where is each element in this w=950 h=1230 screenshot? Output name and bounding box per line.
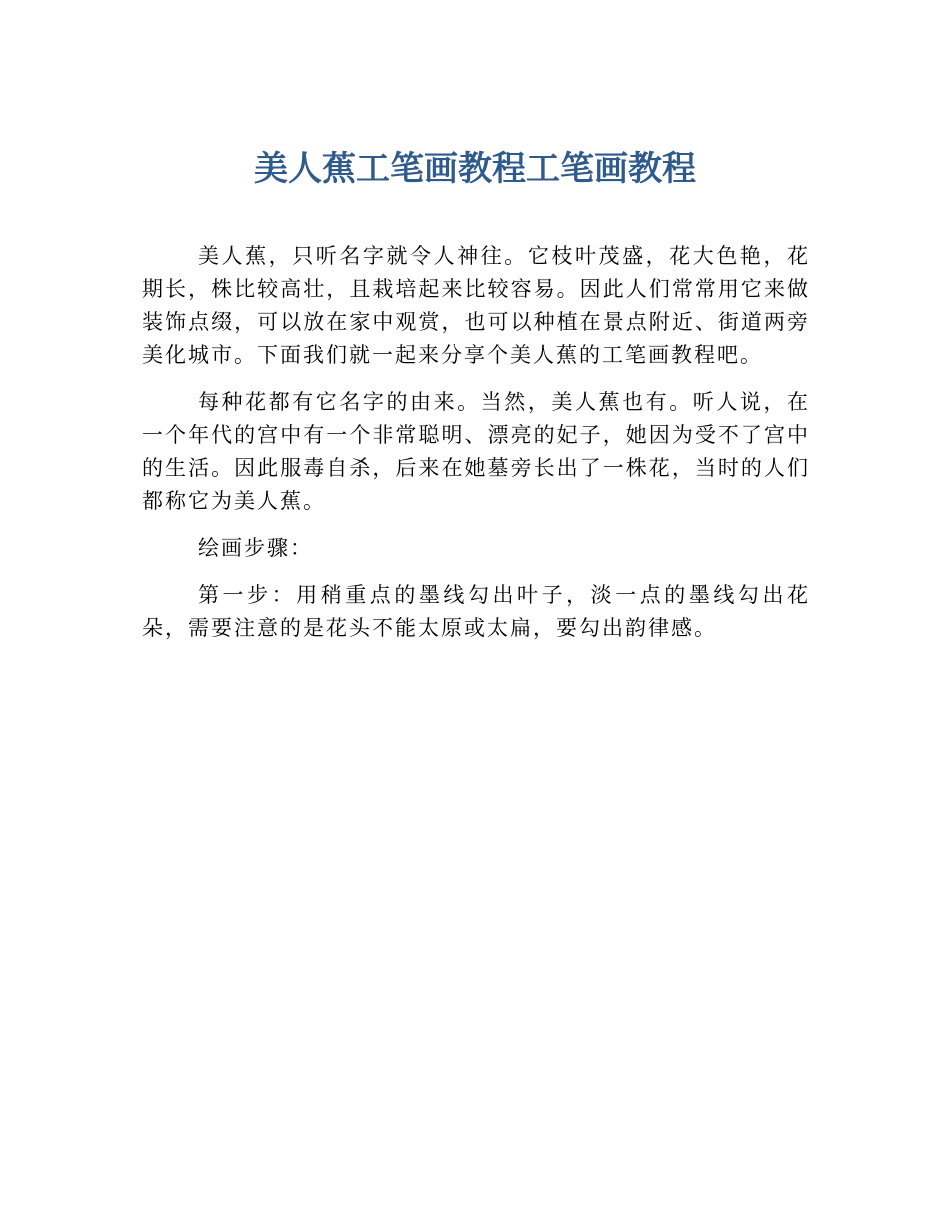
document-body	[142, 240, 810, 659]
paragraph-origin: 每种花都有它名字的由来。当然，美人蕉也有。听人说，在一个年代的宫中有一个非常聪明、漂亮的妃子，她因为受不了宫中的生活。因此服毒自杀，后来在她墓旁长出了一株花，当时的人们都称它为美人蕉。	[142, 390, 810, 513]
page-title: 美人蕉工笔画教程工笔画教程	[254, 149, 696, 189]
paragraph-step-one: 第一步：用稍重点的墨线勾出叶子，淡一点的墨线勾出花朵，需要注意的是花头不能太原或太扁，要勾出韵律感。	[142, 583, 810, 640]
paragraph-steps-heading: 绘画步骤：	[198, 536, 313, 560]
paragraph-intro: 美人蕉，只听名字就令人神往。它枝叶茂盛，花大色艳，花期长，株比较高壮，且栽培起来比较容易。因此人们常常用它来做装饰点缀，可以放在家中观赏，也可以种植在景点附近、街道两旁美化城市。下面我们就一起来分享个美人蕉的工笔画教程吧。	[142, 244, 810, 367]
